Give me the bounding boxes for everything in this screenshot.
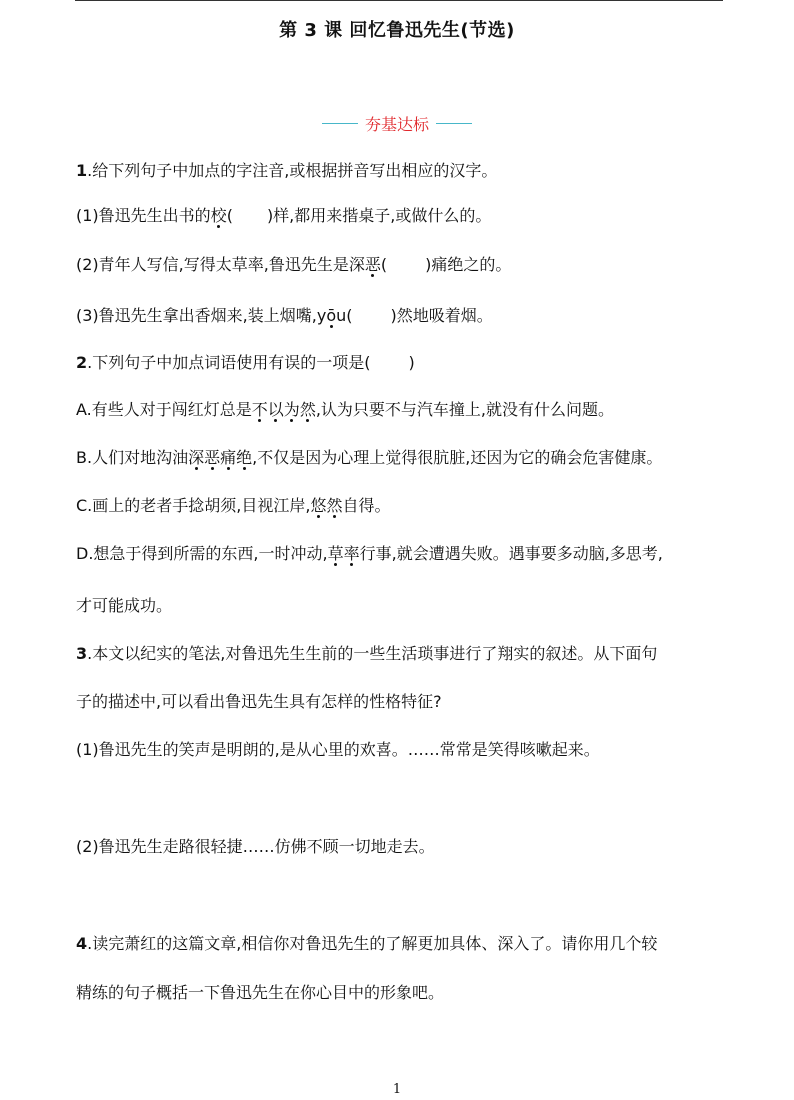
item-text: (3)鲁迅先生拿出香烟来,装上烟嘴, bbox=[76, 306, 317, 325]
dotted-phrase bbox=[328, 544, 360, 563]
option-c bbox=[76, 495, 390, 517]
dotted-phrase bbox=[310, 496, 342, 515]
option-b bbox=[76, 447, 662, 469]
question-text: .本文以纪实的笔法,对鲁迅先生生前的一些生活琐事进行了翔实的叙述。从下面句 bbox=[87, 644, 658, 663]
dotted-character: 绝 bbox=[236, 448, 253, 467]
question-1-item-1 bbox=[76, 205, 491, 227]
paren-close: ) bbox=[408, 353, 415, 372]
item-text: )样,都用来揩桌子,或做什么的。 bbox=[266, 206, 492, 225]
option-text: ,认为只要不与汽车撞上,就没有什么问题。 bbox=[315, 400, 615, 419]
dotted-character: 然 bbox=[326, 496, 343, 515]
dotted-character: 率 bbox=[343, 544, 360, 563]
question-4-stem bbox=[76, 933, 657, 955]
option-d bbox=[76, 543, 663, 565]
option-text: 行事,就会遭遇失败。遇事要多动脑,多思考, bbox=[359, 544, 663, 563]
item-text: )然地吸着烟。 bbox=[390, 306, 493, 325]
option-text: C.画上的老者手捻胡须,目视江岸, bbox=[76, 496, 311, 515]
dotted-character: 为 bbox=[283, 400, 300, 419]
question-1-item-2 bbox=[76, 254, 511, 276]
question-2-stem bbox=[76, 352, 415, 374]
dotted-character: 然 bbox=[299, 400, 316, 419]
question-1-stem bbox=[76, 160, 497, 182]
page-number: 1 bbox=[392, 1082, 402, 1097]
dotted-character: 校 bbox=[210, 206, 227, 225]
dotted-character: 痛 bbox=[220, 448, 237, 467]
dotted-character: 深 bbox=[188, 448, 205, 467]
option-text: B.人们对地沟油 bbox=[76, 448, 189, 467]
dotted-pinyin: yōu bbox=[316, 306, 347, 325]
question-number: 4 bbox=[76, 934, 88, 953]
section-label: 夯基达标 bbox=[364, 115, 429, 134]
dotted-character: 草 bbox=[327, 544, 344, 563]
dotted-character: 悠 bbox=[310, 496, 327, 515]
option-text: ,不仅是因为心理上觉得很肮脏,还因为它的确会危害健康。 bbox=[252, 448, 663, 467]
question-number: 2 bbox=[76, 353, 88, 372]
option-a bbox=[76, 399, 614, 421]
heading-left-rule bbox=[322, 123, 358, 124]
top-rule bbox=[75, 0, 723, 1]
question-text: .给下列句子中加点的字注音,或根据拼音写出相应的汉字。 bbox=[87, 161, 498, 180]
lesson-title: 第 3 课 回忆鲁迅先生(节选) bbox=[279, 20, 515, 41]
heading-right-rule bbox=[436, 123, 472, 124]
paren-open: ( bbox=[346, 306, 353, 325]
dotted-character: 恶 bbox=[364, 255, 381, 274]
question-1-item-3 bbox=[76, 305, 493, 327]
question-text: .读完萧红的这篇文章,相信你对鲁迅先生的了解更加具体、深入了。请你用几个较 bbox=[87, 934, 658, 953]
item-text: (2)青年人写信,写得太草率,鲁迅先生是深 bbox=[76, 255, 365, 274]
paren-open: ( bbox=[380, 255, 388, 274]
option-d-continued: 才可能成功。 bbox=[76, 596, 173, 615]
question-3-item-1: (1)鲁迅先生的笑声是明朗的,是从心里的欢喜。……常常是笑得咳嗽起来。 bbox=[76, 740, 600, 759]
dotted-character: 恶 bbox=[204, 448, 221, 467]
paren-open: ( bbox=[226, 206, 233, 225]
dotted-phrase bbox=[188, 448, 252, 467]
question-3-item-2: (2)鲁迅先生走路很轻捷……仿佛不顾一切地走去。 bbox=[76, 837, 435, 856]
option-text: 自得。 bbox=[342, 496, 391, 515]
item-text: (1)鲁迅先生出书的 bbox=[76, 206, 211, 225]
option-text: A.有些人对于闯红灯总是 bbox=[76, 400, 252, 419]
section-heading bbox=[0, 112, 794, 135]
question-4-stem-continued: 精练的句子概括一下鲁迅先生在你心目中的形象吧。 bbox=[76, 983, 445, 1002]
item-text: )痛绝之的。 bbox=[425, 255, 512, 274]
dotted-character: 不 bbox=[251, 400, 268, 419]
question-text: .下列句子中加点词语使用有误的一项是( bbox=[87, 353, 371, 372]
question-number: 3 bbox=[76, 644, 88, 663]
dotted-character: 以 bbox=[267, 400, 284, 419]
question-3-stem-continued: 子的描述中,可以看出鲁迅先生具有怎样的性格特征? bbox=[76, 692, 442, 711]
question-3-stem bbox=[76, 643, 657, 665]
question-number: 1 bbox=[76, 161, 88, 180]
dotted-phrase bbox=[252, 400, 316, 419]
option-text: D.想急于得到所需的东西,一时冲动, bbox=[76, 544, 328, 563]
